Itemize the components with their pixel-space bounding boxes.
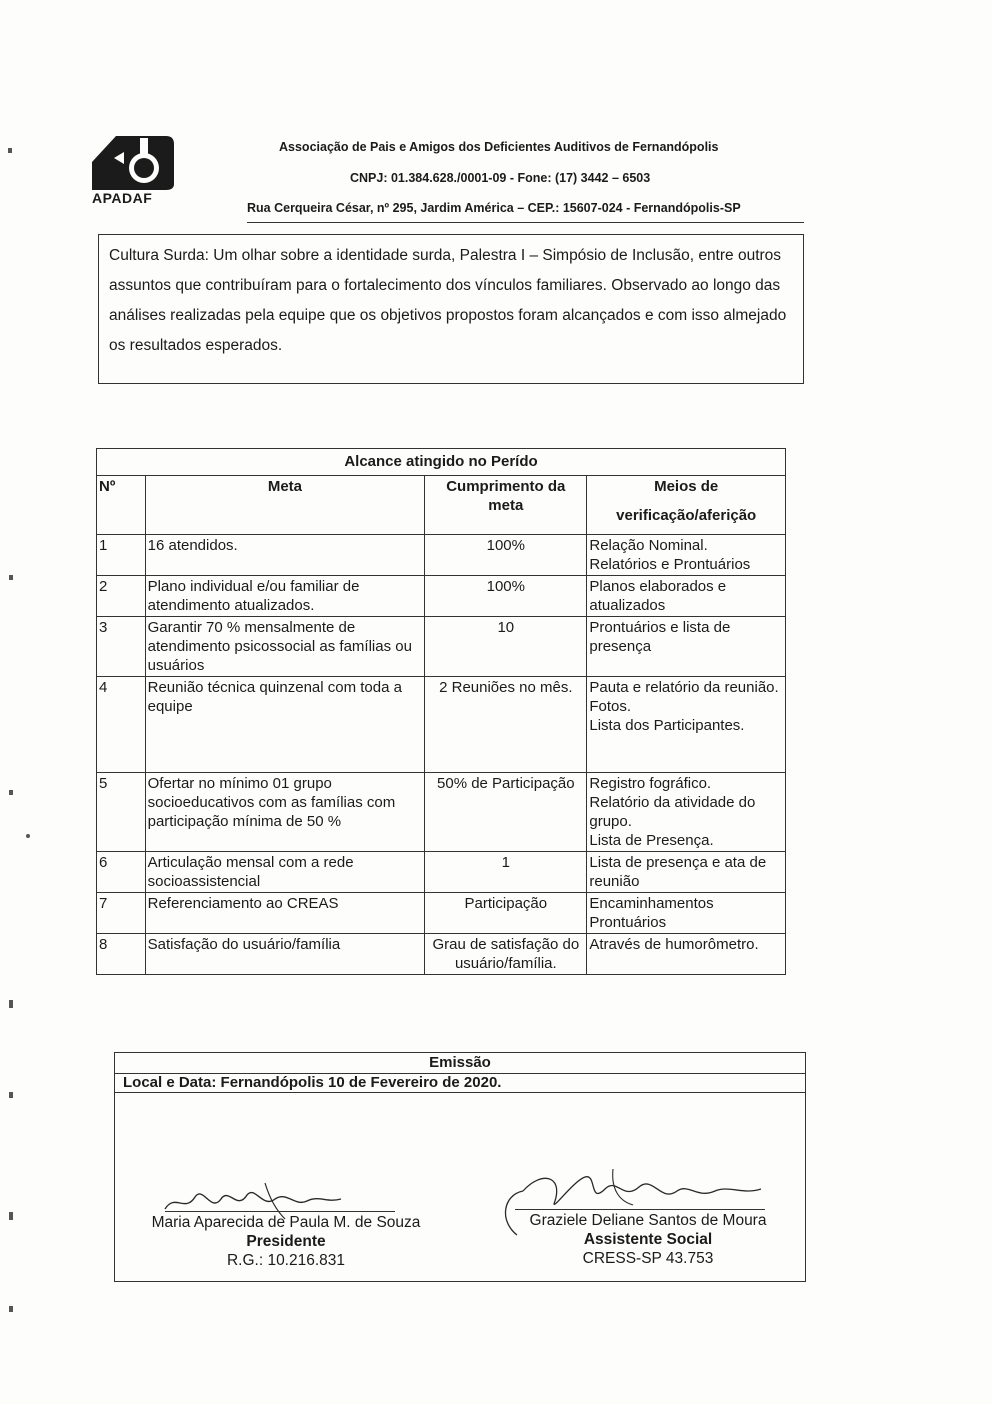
cell-cumprimento: 10	[425, 617, 587, 677]
header-meios-line1: Meios de	[654, 478, 719, 495]
cell-meios: Relação Nominal. Relatórios e Prontuários	[587, 535, 786, 576]
cell-cumprimento: 1	[425, 852, 587, 893]
cell-meta: Garantir 70 % mensalmente de atendimento psicossocial as famílias ou usuários	[145, 617, 425, 677]
table-row	[97, 934, 786, 975]
cell-meta: Plano individual e/ou familiar de atendimento atualizados.	[145, 576, 425, 617]
signature-line-left	[165, 1211, 395, 1212]
table-title-row	[97, 449, 786, 476]
cell-no: 5	[97, 773, 146, 852]
cell-meios: Pauta e relatório da reunião. Fotos. Lista dos Participantes.	[587, 677, 786, 773]
scan-mark	[9, 1306, 13, 1312]
scan-mark	[8, 148, 12, 153]
header-divider	[247, 222, 804, 223]
signatory-right-role: Assistente Social	[583, 1231, 713, 1248]
scan-mark	[26, 834, 30, 838]
table-row	[97, 893, 786, 934]
header-meta: Meta	[145, 476, 425, 535]
scan-mark	[9, 575, 13, 580]
local-date: Local e Data: Fernandópolis 10 de Fevereiro de 2020.	[115, 1073, 805, 1093]
cell-meios: Registro fográfico. Relatório da atividade do grupo. Lista de Presença.	[587, 773, 786, 852]
table-row	[97, 773, 786, 852]
goals-table-container	[96, 448, 786, 975]
cell-cumprimento: Grau de satisfação do usuário/família.	[425, 934, 587, 975]
scan-mark	[9, 790, 13, 795]
table-row	[97, 852, 786, 893]
ear-logo-icon	[88, 132, 178, 192]
header-cumprimento: Cumprimento da meta	[425, 476, 587, 535]
cell-cumprimento: Participação	[425, 893, 587, 934]
scan-mark	[9, 1000, 13, 1008]
cell-meios: Lista de presença e ata de reunião	[587, 852, 786, 893]
signature-line-right	[515, 1209, 765, 1210]
cell-cumprimento: 50% de Participação	[425, 773, 587, 852]
signatory-right	[513, 1211, 783, 1268]
cell-meta: Reunião técnica quinzenal com toda a equipe	[145, 677, 425, 773]
cell-meios: Planos elaborados e atualizados	[587, 576, 786, 617]
cell-meta: Articulação mensal com a rede socioassistencial	[145, 852, 425, 893]
signatory-left-role: Presidente	[246, 1233, 326, 1250]
logo-text: APADAF	[92, 190, 153, 206]
scan-mark	[9, 1212, 13, 1220]
cell-meta: Ofertar no mínimo 01 grupo socioeducativos com as famílias com participação mínima de 50 %	[145, 773, 425, 852]
organization-name: Associação de Pais e Amigos dos Deficientes Auditivos de Fernandópolis	[279, 140, 719, 154]
cell-meios: Encaminhamentos Prontuários	[587, 893, 786, 934]
intro-text: Cultura Surda: Um olhar sobre a identidade surda, Palestra I – Simpósio de Inclusão, entre outros assuntos que contribuíram para o fortalecimento dos vínculos familiares. Observado ao longo das análises realizadas pela equipe que os objetivos propostos foram alcançados e com isso almejado os resultados esperados.	[109, 247, 787, 354]
cell-meios: Prontuários e lista de presença	[587, 617, 786, 677]
cell-no: 2	[97, 576, 146, 617]
scan-mark	[9, 1092, 13, 1098]
cell-meta: Referenciamento ao CREAS	[145, 893, 425, 934]
cell-cumprimento: 2 Reuniões no mês.	[425, 677, 587, 773]
cell-no: 3	[97, 617, 146, 677]
table-header-row	[97, 476, 786, 535]
goals-table-body	[97, 535, 786, 975]
goals-table	[96, 448, 786, 975]
signatory-right-id: CRESS-SP 43.753	[582, 1250, 714, 1267]
signatory-left-id: R.G.: 10.216.831	[226, 1252, 346, 1269]
table-row	[97, 576, 786, 617]
cell-meta: 16 atendidos.	[145, 535, 425, 576]
emission-box	[114, 1052, 806, 1282]
cnpj-phone: CNPJ: 01.384.628./0001-09 - Fone: (17) 3442 – 6503	[350, 171, 651, 185]
apadaf-logo	[88, 132, 178, 208]
signatory-right-name: Graziele Deliane Santos de Moura	[529, 1212, 767, 1229]
cell-no: 4	[97, 677, 146, 773]
table-row	[97, 617, 786, 677]
signatory-left	[131, 1213, 441, 1270]
signatory-left-name: Maria Aparecida de Paula M. de Souza	[151, 1214, 421, 1231]
cell-no: 8	[97, 934, 146, 975]
cell-cumprimento: 100%	[425, 535, 587, 576]
table-title: Alcance atingido no Perído	[97, 449, 786, 476]
cell-meta: Satisfação do usuário/família	[145, 934, 425, 975]
cell-meios: Através de humorômetro.	[587, 934, 786, 975]
address: Rua Cerqueira César, nº 295, Jardim América – CEP.: 15607-024 - Fernandópolis-SP	[247, 201, 741, 215]
table-row	[97, 677, 786, 773]
cell-cumprimento: 100%	[425, 576, 587, 617]
emission-title: Emissão	[115, 1053, 805, 1074]
header-meios	[587, 476, 786, 535]
table-row	[97, 535, 786, 576]
intro-text-box	[98, 234, 804, 384]
header-meios-line2: verificação/aferição	[616, 507, 757, 524]
cell-no: 1	[97, 535, 146, 576]
cell-no: 6	[97, 852, 146, 893]
cell-no: 7	[97, 893, 146, 934]
header-no: Nº	[97, 476, 146, 535]
